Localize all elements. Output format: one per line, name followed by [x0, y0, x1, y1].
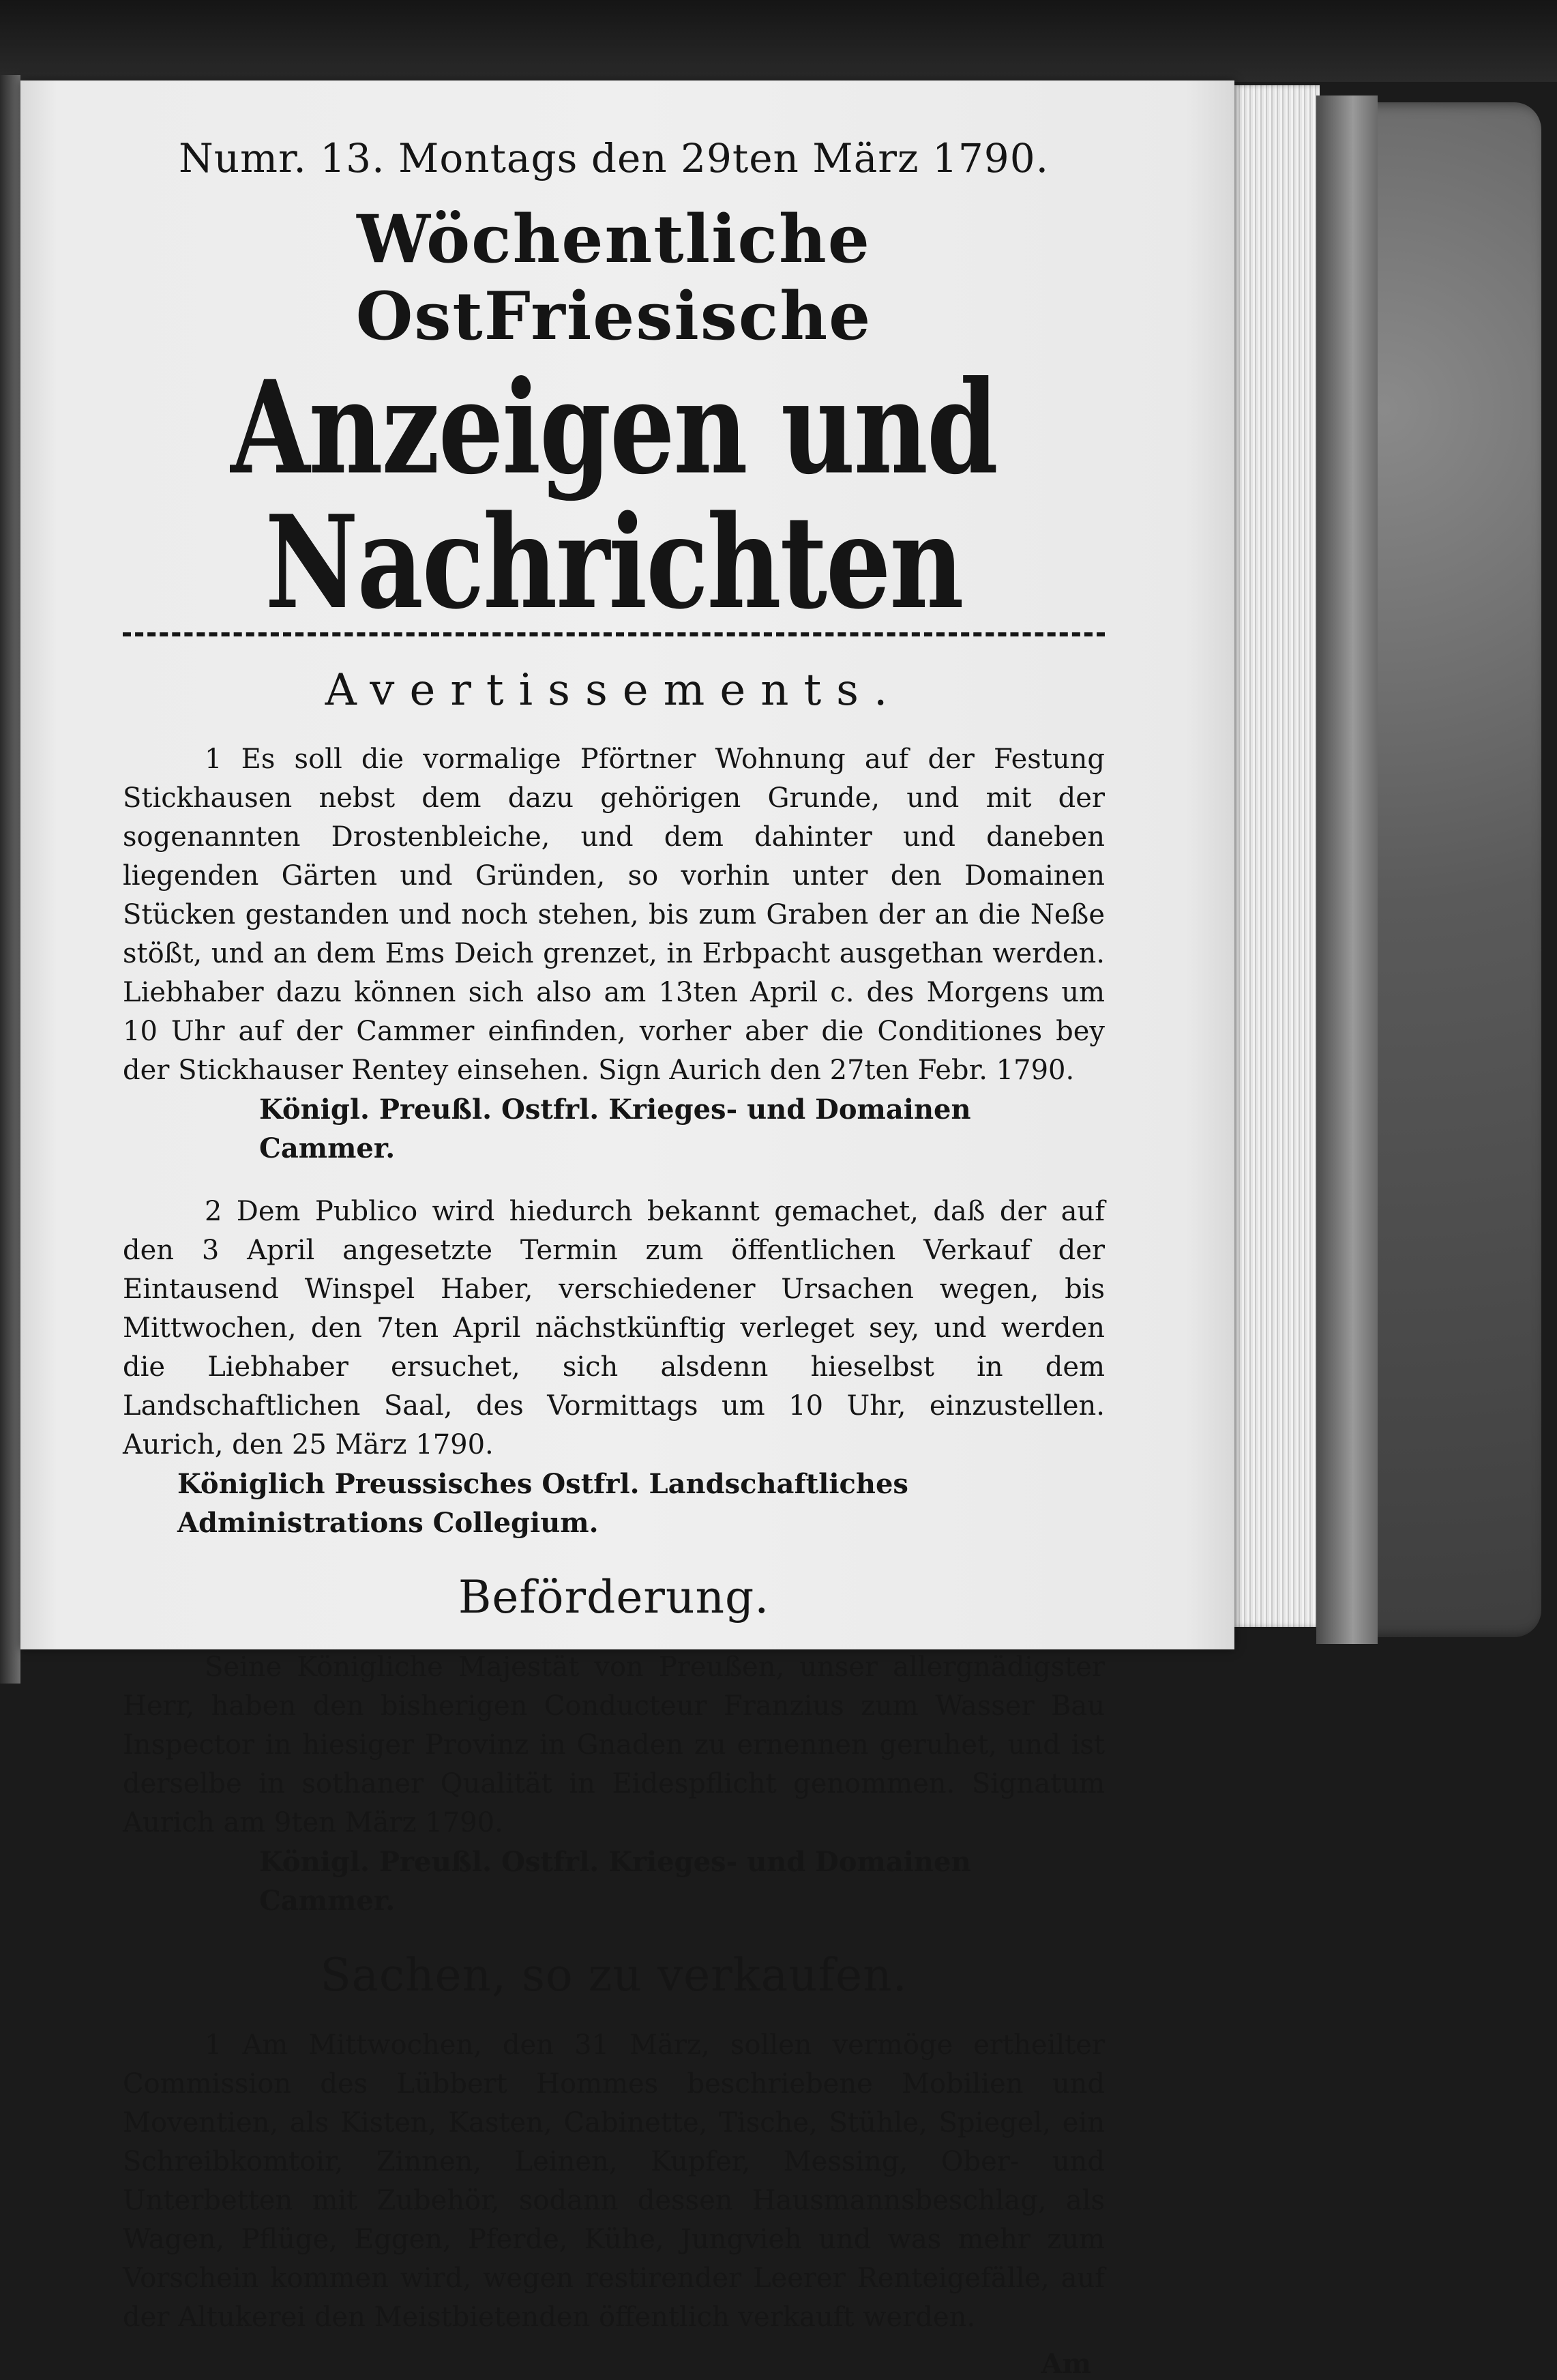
notice-signature: Königl. Preußl. Ostfrl. Krieges- und Domainen Cammer. — [259, 1093, 971, 1164]
notice-paragraph: 1 Es soll die vormalige Pförtner Wohnung auf der Festung Stickhausen nebst dem dazu gehörigen Grunde, und mit der sogenannten Drostenbleiche, und dem dahinter und daneben liegenden Gärten und Gründen, so vorhin unter den Domainen Stücken gestanden und noch stehen, bis zum Graben der an die Neße stößt, und an dem Ems Deich grenzet, in Erbpacht ausgethan werden. Liebhaber dazu können sich also am 13ten April c. des Morgens um 10 Uhr auf der Cammer einfinden, vorher aber die Conditiones bey der Stickhauser Rentey einsehen. Sign Aurich den 27ten Febr. 1790. — [123, 744, 1105, 1086]
notice-paragraph: Seine Königliche Majestät von Preußen, unser allergnädigster Herr, haben den bisherigen Conducteur Franzius zum Wasser Bau Inspector in hiesiger Provinz in Gnaden zu ernennen geruhet, und ist derselbe in sothaner Qualität in Eidespflicht genommen. Signatum Aurich am 9ten März 1790. — [123, 1651, 1105, 1838]
section-title-befoerderung: Beförderung. — [458, 1571, 770, 1624]
issue-line: Numr. 13. Montags den 29ten März 1790. — [178, 135, 1050, 181]
book-left-board — [0, 75, 20, 1684]
notice-paragraph: 2 Dem Publico wird hiedurch bekannt gemachet, daß der auf den 3 April angesetzte Termin zum öffentlichen Verkauf der Eintausend Winspel Haber, verschiedener Ursachen wegen, bis Mittwochen, den 7ten April nächstkünftig verleget sey, und werden die Liebhaber ersuchet, sich alsdenn hieselbst in dem Landschaftlichen Saal, des Vormittags um 10 Uhr, einzustellen. Aurich, den 25 März 1790. — [123, 1196, 1105, 1460]
notice-paragraph: 1 Am Mittwochen, den 31 März, sollen vermöge ertheilter Commission des Lübbert Hommes beschriebene Mobilien und Moventien, als Kisten, Kasten, Cabinette, Tische, Stühle, Spiegel, ein Schreibkomtoir, Zinnen, Leinen, Kupfer, Messing, Ober- und Unterbetten mit Zubehör, sodann dessen Hausmannsbeschlag, als Wagen, Pflüge, Eggen, Pferde, Kühe, Jungvieh und was mehr zum Vorschein kommen wird, wegen restirender Leerer Renteigefälle, auf der Altukerei den Meistbietenden öffentlich verkauft werden. — [123, 2029, 1105, 2333]
section-title-sachen: Sachen, so zu verkaufen. — [320, 1949, 908, 2001]
newspaper-page — [20, 80, 1234, 2380]
catchword: Am — [1041, 2348, 1091, 2380]
page-text — [123, 108, 1105, 2380]
notice-signature: Königl. Preußl. Ostfrl. Krieges- und Domainen Cammer. — [259, 1846, 971, 1917]
page-edges — [1231, 85, 1320, 1627]
book-spine-edge — [1316, 96, 1378, 1644]
book-cover-top — [0, 0, 1557, 82]
masthead-line-1: Wöchentliche OstFriesische — [355, 201, 872, 355]
masthead-line-2: Anzeigen und Nachrichten — [231, 353, 997, 638]
section-title-avertissements: Avertissements. — [325, 665, 903, 716]
notice-signature: Königlich Preussisches Ostfrl. Landschaftliches Administrations Collegium. — [177, 1468, 908, 1539]
